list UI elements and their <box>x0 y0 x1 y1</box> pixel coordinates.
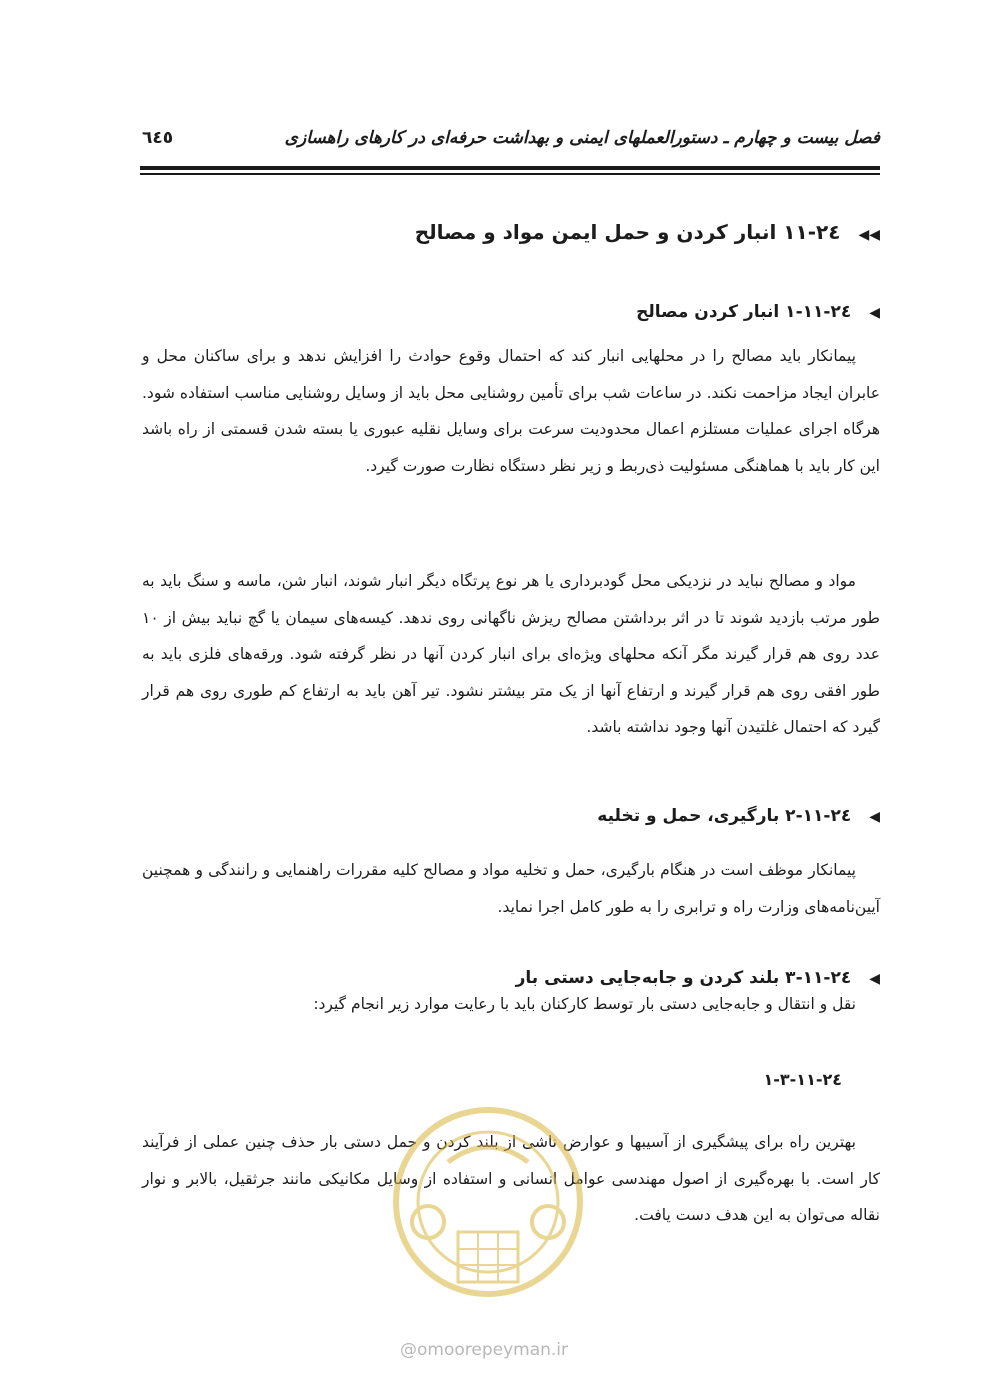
paragraph <box>142 986 880 1023</box>
paragraph <box>142 852 880 925</box>
item-heading: ٢٤-١١-٣-١ <box>763 1070 842 1089</box>
paragraph-text: بهترین راه برای پیشگیری از آسیبها و عوارض ناشی از بلند کردن و حمل دستی بار حذف چنین عملی از فرآیند کار است. با بهره‌گیری از اصول مهندسی عوامل انسانی و استفاده از وسایل مکانیکی مانند جرثقیل، بالابر و نوار نقاله می‌توان به این هدف دست یافت. <box>142 1133 880 1224</box>
arrow-icon: ◀ <box>869 305 880 321</box>
arrow-icon: ◀ <box>869 809 880 825</box>
arrow-icon: ◀ <box>869 971 880 987</box>
running-header <box>140 128 880 160</box>
subsection-heading-2 <box>597 806 880 826</box>
header-rule-thick <box>140 166 880 170</box>
subsection-title-2: ٢٤-١١-٢ بارگیری، حمل و تخلیه <box>597 806 852 826</box>
paragraph-text: نقل و انتقال و جابه‌جایی دستی بار توسط کارکنان باید با رعایت موارد زیر انجام گیرد: <box>313 995 856 1013</box>
page-number: ٦٤٥ <box>142 128 174 148</box>
paragraph-text: پیمانکار باید مصالح را در محلهایی انبار کند که احتمال وقوع حوادث را افزایش ندهد و برای ساکنان محل و عابران ایجاد مزاحمت نکند. در ساعات شب برای تأمین روشنایی محل باید از وسایل روشنایی مناسب استفاده شود. هرگاه اجرای عملیات مستلزم اعمال محدودیت سرعت برای وسایل نقلیه عبوری یا بسته شدن قسمتی از راه باشد این کار باید با هماهنگی مسئولیت ذی‌ربط و زیر نظر دستگاه نظارت صورت گیرد. <box>142 347 880 475</box>
header-rule-thin <box>140 173 880 175</box>
paragraph-text: پیمانکار موظف است در هنگام بارگیری، حمل و تخلیه مواد و مصالح کلیه مقررات راهنمایی و رانندگی و همچنین آیین‌نامه‌های وزارت راه و ترابری را به طور کامل اجرا نماید. <box>142 861 880 916</box>
paragraph <box>142 338 880 484</box>
subsection-title-3: ٢٤-١١-٣ بلند کردن و جابه‌جایی دستی بار <box>515 968 852 988</box>
watermark-seal-icon <box>388 1092 588 1362</box>
section-heading <box>415 220 880 244</box>
chapter-title: فصل بیست و چهارم ـ دستورالعملهای ایمنی و بهداشت حرفه‌ای در کارهای راهسازی <box>284 128 880 148</box>
paragraph-text: مواد و مصالح نباید در نزدیکی محل گودبرداری یا هر نوع پرتگاه دیگر انبار شوند، انبار شن، ماسه و سنگ باید به طور مرتب بازدید شوند تا در اثر برداشتن مصالح ریزش ناگهانی روی ندهد. کیسه‌های سیمان یا گچ نباید بیش از ١٠ عدد روی هم قرار گیرند مگر آنکه محلهای ویژه‌ای برای انبار کردن آنها در نظر گرفته شود. ورقه‌های فلزی باید به طور افقی روی هم قرار گیرند و ارتفاع آنها از یک متر بیشتر نشود. تیر آهن باید به ارتفاع کم طوری روی هم قرار گیرد که احتمال غلتیدن آنها وجود نداشته باشد. <box>142 572 880 736</box>
paragraph <box>142 563 880 746</box>
subsection-title-1: ٢٤-١١-١ انبار کردن مصالح <box>636 302 852 322</box>
watermark-url: @omoorepeyman.ir <box>400 1340 569 1360</box>
subsection-heading-1 <box>636 302 880 322</box>
subsection-heading-3 <box>516 968 880 988</box>
double-arrow-icon: ◀◀ <box>858 227 880 243</box>
section-title: ٢٤-١١ انبار کردن و حمل ایمن مواد و مصالح <box>414 220 841 244</box>
